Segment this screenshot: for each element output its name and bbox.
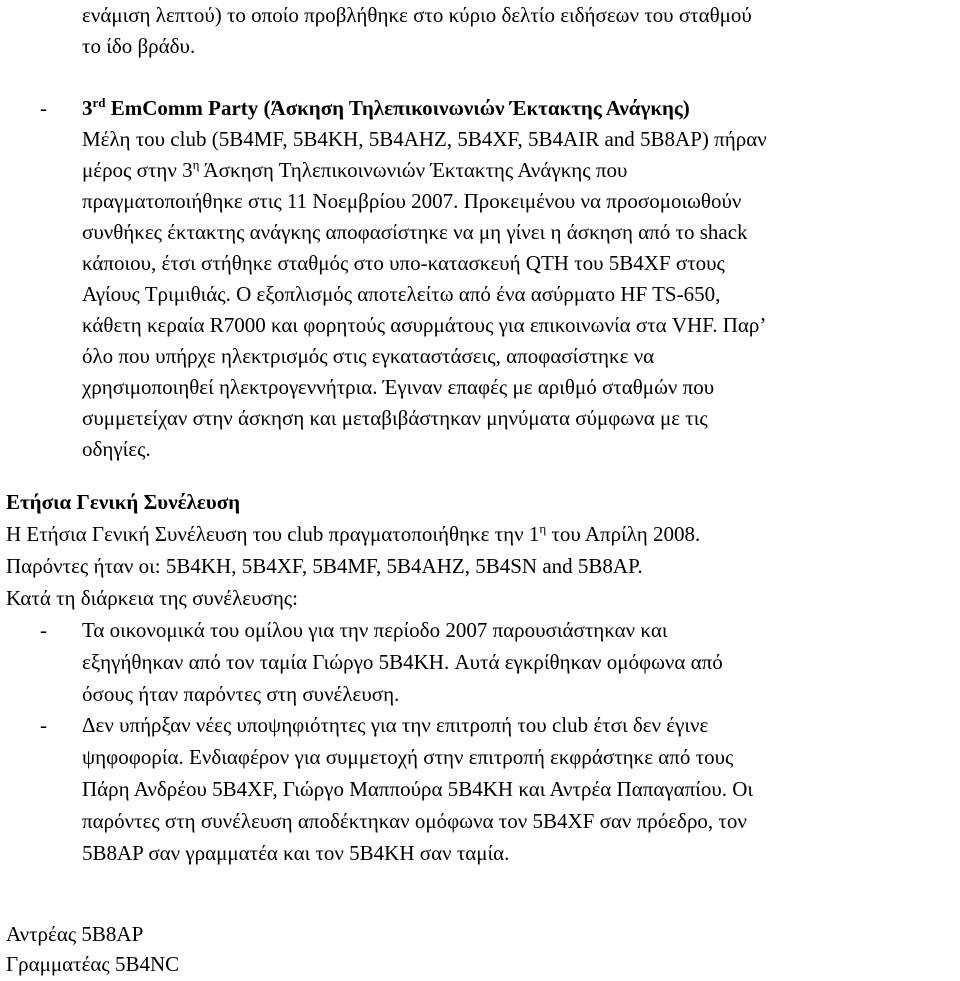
- agm-bullet-1-dash: -: [40, 618, 47, 642]
- agm-bullet-2-line-2: ψηφοφορία. Ενδιαφέρον για συμμετοχή στην επιτροπή εκφράστηκε από τους: [82, 745, 734, 769]
- intro-line-2: το ίδο βράδυ.: [82, 34, 196, 58]
- agm-bullet-2-line-5: 5B8AP σαν γραμματέα και τον 5B4KH σαν ταμία.: [82, 841, 510, 865]
- emcomm-line-10: συμμετείχαν στην άσκηση και μεταβιβάστηκαν μηνύματα σύμφωνα με τις: [82, 406, 708, 430]
- emcomm-line-7: κάθετη κεραία R7000 και φορητούς ασυρμάτους για επικοινωνία στα VHF. Παρ’: [82, 313, 767, 337]
- agm-line-2: Παρόντες ήταν οι: 5B4KH, 5B4XF, 5B4MF, 5B4AHZ, 5B4SN and 5B8AP.: [6, 554, 643, 578]
- agm-bullet-2-line-4: παρόντες στη συνέλευση αποδέκτηκαν ομόφωνα τον 5B4XF σαν πρόεδρο, τον: [82, 809, 747, 833]
- agm-bullet-1-line-2: εξηγήθηκαν από τον ταμία Γιώργο 5B4KH. Αυτά εγκρίθηκαν ομόφωνα από: [82, 650, 723, 674]
- agm-bullet-2-line-3: Πάρη Ανδρέου 5B4XF, Γιώργο Μαππούρα 5B4KH και Αντρέα Παπαγαπίου. Οι: [82, 777, 754, 801]
- emcomm-dash: -: [40, 96, 47, 120]
- emcomm-heading: 3rd EmComm Party (Άσκηση Τηλεπικοινωνιών Έκτακτης Ανάγκης): [82, 95, 690, 120]
- agm-title: Ετήσια Γενική Συνέλευση: [6, 490, 241, 514]
- signature-role: Γραμματέας 5B4NC: [6, 952, 180, 976]
- agm-bullet-1-line-3: όσους ήταν παρόντες στη συνέλευση.: [82, 682, 400, 706]
- emcomm-line-11: οδηγίες.: [82, 437, 151, 461]
- emcomm-line-3: πραγματοποιήθηκε στις 11 Νοεμβρίου 2007. Προκειμένου να προσομοιωθούν: [82, 189, 742, 213]
- intro-line-1: ενάμιση λεπτού) το οποίο προβλήθηκε στο κύριο δελτίο ειδήσεων του σταθμού: [82, 3, 752, 27]
- signature-name: Αντρέας 5B8AP: [6, 922, 144, 946]
- emcomm-line-5: κάποιου, έτσι στήθηκε σταθμός στο υπο-κατασκευή QTH του 5B4XF στους: [82, 251, 725, 275]
- agm-bullet-1-line-1: Τα οικονομικά του ομίλου για την περίοδο 2007 παρουσιάστηκαν και: [82, 618, 668, 642]
- agm-line-3: Κατά τη διάρκεια της συνέλευσης:: [6, 586, 298, 610]
- agm-bullet-2-dash: -: [40, 713, 47, 737]
- agm-bullet-2-line-1: Δεν υπήρξαν νέες υποψηφιότητες για την επιτροπή του club έτσι δεν έγινε: [82, 713, 709, 737]
- emcomm-line-6: Αγίους Τριμιθιάς. Ο εξοπλισμός αποτελείτω από ένα ασύρματο HF TS-650,: [82, 282, 721, 306]
- emcomm-line-1: Μέλη του club (5B4MF, 5B4KH, 5B4AHZ, 5B4XF, 5B4AIR and 5B8AP) πήραν: [82, 127, 767, 151]
- emcomm-line-2: μέρος στην $3^\eta$ Άσκηση Τηλεπικοινωνιών Έκτακτης Ανάγκης που: [82, 157, 628, 182]
- agm-line-1: Η Ετήσια Γενική Συνέλευση του club πραγματοποιήθηκε την $1^\eta$ του Απρίλη 2008.: [6, 521, 701, 546]
- emcomm-line-9: χρησιμοποιηθεί ηλεκτρογεννήτρια. Έγιναν επαφές με αριθμό σταθμών που: [82, 375, 715, 399]
- emcomm-line-4: συνθήκες έκτακτης ανάγκης αποφασίστηκε να μη γίνει η άσκηση από το shack: [82, 220, 748, 244]
- emcomm-line-8: όλο που υπήρχε ηλεκτρισμός στις εγκαταστάσεις, αποφασίστηκε να: [82, 344, 655, 368]
